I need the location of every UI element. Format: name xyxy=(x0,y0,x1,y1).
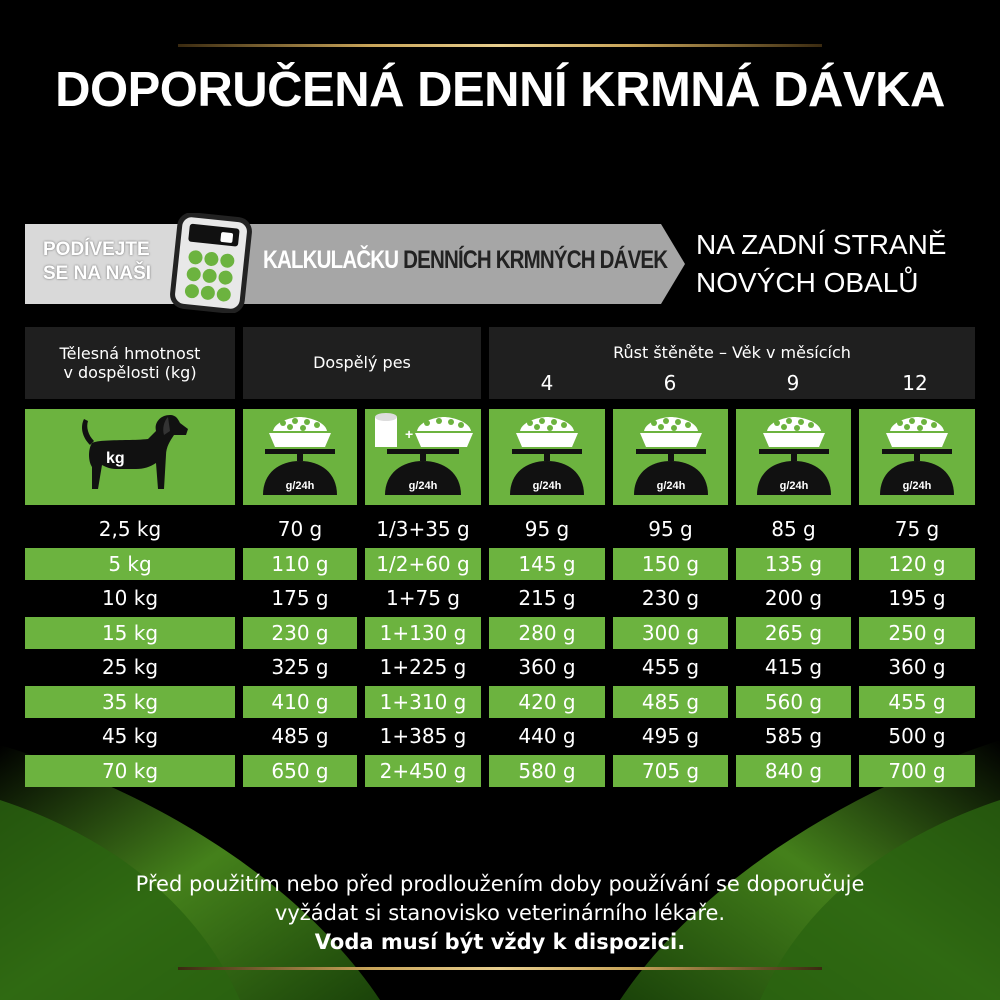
svg-text:g/24h: g/24h xyxy=(902,480,932,492)
icon-cell-bowl-adult xyxy=(243,409,357,505)
header-puppy-growth: Růst štěněte – Věk v měsících 4 6 9 12 xyxy=(489,327,975,399)
cell-puppy-6: 485 g xyxy=(641,689,700,714)
cell-puppy-4: 145 g xyxy=(518,551,576,576)
header-adult-dog: Dospělý pes xyxy=(243,327,481,399)
bowl-scale-icon xyxy=(860,409,974,505)
cell-puppy-6: 150 g xyxy=(641,551,700,576)
cell-puppy-4: 440 g xyxy=(518,724,576,748)
table-row xyxy=(25,651,975,683)
cell-puppy-12: 250 g xyxy=(888,620,946,645)
cell-puppy-9: 200 g xyxy=(764,586,823,610)
age-9: 9 xyxy=(786,371,800,395)
icon-cell-can-bowl-adult xyxy=(365,409,481,505)
bowl-scale-icon xyxy=(243,409,357,505)
cell-puppy-12: 75 g xyxy=(894,517,940,541)
cell-adult-dry: 175 g xyxy=(271,586,329,610)
table-row xyxy=(25,617,975,649)
cell-weight: 25 kg xyxy=(101,655,159,679)
bowl-scale-icon xyxy=(737,409,851,505)
cell-puppy-4: 95 g xyxy=(524,517,570,541)
cell-adult-mixed: 1/3+35 g xyxy=(376,517,470,541)
cell-puppy-9: 265 g xyxy=(764,620,823,645)
svg-text:g/24h: g/24h xyxy=(285,480,315,492)
cell-adult-mixed: 1/2+60 g xyxy=(376,551,470,576)
table-row xyxy=(25,720,975,752)
cell-puppy-9: 135 g xyxy=(764,551,823,576)
cell-puppy-6: 455 g xyxy=(641,655,700,679)
cell-puppy-6: 495 g xyxy=(641,724,700,748)
cell-puppy-4: 215 g xyxy=(518,586,576,610)
dog-icon-label: kg xyxy=(106,450,125,467)
cell-puppy-4: 420 g xyxy=(518,689,576,714)
cell-puppy-9: 415 g xyxy=(764,655,823,679)
banner-calculator-text: KALKULAČKU DENNÍCH KRMNÝCH DÁVEK xyxy=(263,246,668,274)
cell-adult-dry: 650 g xyxy=(271,758,329,783)
cell-weight: 10 kg xyxy=(101,586,159,610)
cell-puppy-4: 280 g xyxy=(518,620,576,645)
svg-text:g/24h: g/24h xyxy=(656,480,686,492)
cell-puppy-6: 705 g xyxy=(641,758,700,783)
table-row xyxy=(25,582,975,614)
cell-adult-dry: 110 g xyxy=(271,551,329,576)
cell-puppy-6: 300 g xyxy=(641,620,700,645)
cell-adult-mixed: 1+310 g xyxy=(379,689,467,714)
cell-puppy-12: 195 g xyxy=(888,586,946,610)
top-gold-line xyxy=(178,44,822,47)
cell-puppy-9: 85 g xyxy=(771,517,816,541)
calculator-banner xyxy=(25,224,685,304)
bowl-scale-icon xyxy=(614,409,728,505)
cell-puppy-4: 580 g xyxy=(518,758,576,783)
header-weight: Tělesná hmotnost v dospělosti (kg) xyxy=(25,327,235,399)
cell-puppy-12: 120 g xyxy=(888,551,946,576)
table-row xyxy=(25,548,975,580)
cell-weight: 70 kg xyxy=(101,758,159,783)
dog-icon xyxy=(70,409,190,505)
cell-adult-mixed: 1+130 g xyxy=(379,620,467,645)
bottom-gold-line xyxy=(178,967,822,970)
footer-note: Před použitím nebo před prodloužením doby používání se doporučuje vyžádat si stanovisko veterinárního lékaře. Voda musí být vždy k dispozici. xyxy=(135,872,865,954)
cell-puppy-9: 560 g xyxy=(764,689,823,714)
cell-weight: 35 kg xyxy=(101,689,159,714)
age-6: 6 xyxy=(663,371,677,395)
table-row xyxy=(25,513,975,545)
svg-text:+: + xyxy=(405,426,414,442)
can-plus-bowl-scale-icon xyxy=(365,409,481,505)
cell-puppy-12: 500 g xyxy=(888,724,946,748)
age-4: 4 xyxy=(540,371,554,395)
cell-adult-mixed: 1+385 g xyxy=(379,724,467,748)
icon-cell-bowl-4 xyxy=(489,409,605,505)
table-row xyxy=(25,686,975,718)
page-title: DOPORUČENÁ DENNÍ KRMNÁ DÁVKA xyxy=(55,63,945,117)
cell-adult-dry: 230 g xyxy=(271,620,329,645)
cell-puppy-12: 455 g xyxy=(888,689,946,714)
svg-text:g/24h: g/24h xyxy=(408,480,438,492)
cell-weight: 5 kg xyxy=(108,551,152,576)
cell-puppy-6: 230 g xyxy=(641,586,700,610)
banner-back-side-text: NA ZADNÍ STRANĚ NOVÝCH OBALŮ xyxy=(696,229,947,298)
cell-puppy-12: 700 g xyxy=(888,758,946,783)
calculator-icon xyxy=(170,213,252,313)
banner-left-text: PODÍVEJTE SE NA NAŠI xyxy=(43,239,152,284)
age-12: 12 xyxy=(902,371,928,395)
svg-text:g/24h: g/24h xyxy=(779,480,809,492)
cell-weight: 15 kg xyxy=(101,620,159,645)
cell-weight: 2,5 kg xyxy=(98,517,162,541)
cell-adult-mixed: 1+225 g xyxy=(379,655,467,679)
icon-cell-bowl-9 xyxy=(736,409,851,505)
cell-adult-mixed: 1+75 g xyxy=(386,586,460,610)
cell-puppy-4: 360 g xyxy=(518,655,576,679)
cell-puppy-6: 95 g xyxy=(648,517,693,541)
bowl-scale-icon xyxy=(490,409,604,505)
svg-text:g/24h: g/24h xyxy=(532,480,562,492)
cell-puppy-12: 360 g xyxy=(888,655,946,679)
cell-adult-dry: 325 g xyxy=(271,655,329,679)
cell-weight: 45 kg xyxy=(101,724,159,748)
icon-cell-bowl-6 xyxy=(613,409,728,505)
cell-adult-dry: 410 g xyxy=(271,689,329,714)
cell-puppy-9: 840 g xyxy=(764,758,823,783)
cell-adult-mixed: 2+450 g xyxy=(379,758,467,783)
cell-adult-dry: 485 g xyxy=(271,724,329,748)
icon-cell-dog xyxy=(25,409,235,505)
icon-cell-bowl-12 xyxy=(859,409,975,505)
cell-puppy-9: 585 g xyxy=(764,724,823,748)
cell-adult-dry: 70 g xyxy=(277,517,323,541)
table-row xyxy=(25,755,975,787)
